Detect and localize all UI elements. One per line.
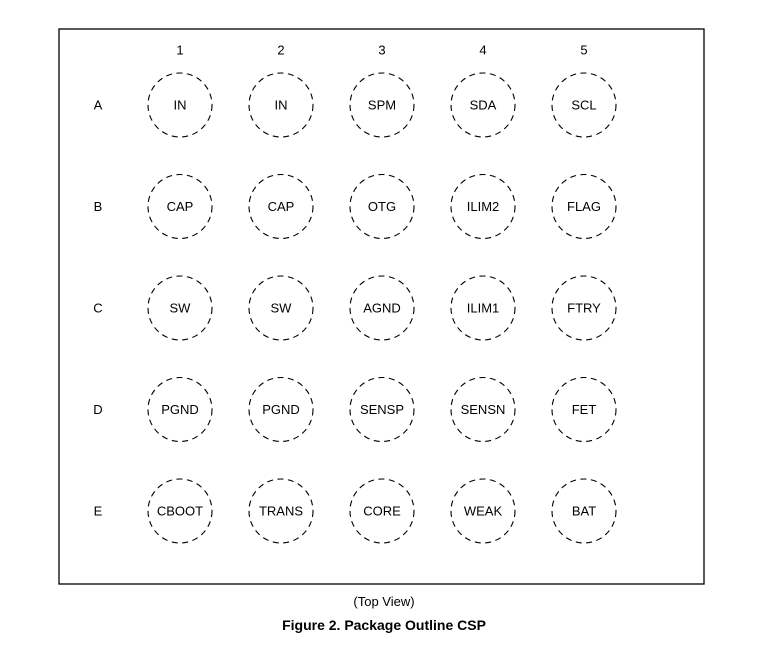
ball-grid (148, 73, 616, 543)
ball-pin-label: ILIM1 (466, 300, 500, 316)
ball-pin-label: PGND (161, 402, 199, 417)
ball-pin-label: CBOOT (156, 503, 204, 519)
ball-pin-label: TRANS (258, 503, 304, 519)
ball-pin-label: SENSP (359, 402, 405, 417)
ball-pin-label: SCL (571, 97, 597, 113)
row-label: B (93, 199, 103, 214)
ball-pin-label: FLAG (567, 199, 601, 214)
ball-D5 (552, 378, 616, 442)
ball-C3 (350, 276, 414, 340)
ball-B3 (350, 175, 414, 239)
ball-pin-label: FTRY (567, 300, 601, 316)
row-label: D (93, 402, 103, 417)
ball-E4 (451, 479, 515, 543)
ball-A5 (552, 73, 616, 137)
ball-D4 (451, 378, 515, 442)
figure-title: Figure 2. Package Outline CSP (282, 617, 486, 633)
row-label: A (93, 97, 103, 113)
ball-C5 (552, 276, 616, 340)
ball-D2 (249, 378, 313, 442)
ball-pin-label: SW (270, 300, 292, 316)
column-label: 5 (580, 42, 588, 58)
ball-pin-label: IN (173, 97, 187, 113)
ball-A2 (249, 73, 313, 137)
ball-E2 (249, 479, 313, 543)
ball-E5 (552, 479, 616, 543)
ball-pin-label: IN (274, 97, 288, 113)
ball-C1 (148, 276, 212, 340)
ball-pin-label: CAP (166, 199, 194, 214)
column-label: 1 (176, 42, 184, 58)
ball-pin-label: CAP (267, 199, 295, 214)
ball-pin-label: SW (169, 300, 191, 316)
ball-E1 (148, 479, 212, 543)
ball-B1 (148, 175, 212, 239)
row-label: C (93, 300, 103, 316)
column-label: 4 (479, 42, 487, 58)
ball-pin-label: SPM (367, 97, 397, 113)
ball-B5 (552, 175, 616, 239)
view-caption: (Top View) (353, 594, 415, 609)
ball-D3 (350, 378, 414, 442)
ball-D1 (148, 378, 212, 442)
column-label: 3 (378, 42, 386, 58)
row-labels (93, 98, 102, 519)
ball-pin-label: AGND (363, 300, 401, 316)
ball-A4 (451, 73, 515, 137)
ball-pin-label: FET (571, 402, 597, 417)
ball-pin-label: PGND (262, 402, 300, 417)
ball-C2 (249, 276, 313, 340)
ball-pin-label: CORE (363, 503, 401, 519)
column-label: 2 (277, 42, 285, 58)
ball-B2 (249, 175, 313, 239)
ball-A1 (148, 73, 212, 137)
ball-E3 (350, 479, 414, 543)
ball-A3 (350, 73, 414, 137)
ball-pin-label: OTG (367, 199, 397, 214)
ball-C4 (451, 276, 515, 340)
ball-pin-label: SENSN (460, 402, 506, 417)
ball-pin-label: ILIM2 (466, 199, 500, 214)
column-labels (176, 43, 587, 58)
ball-pin-label: SDA (469, 97, 497, 113)
ball-pin-label: WEAK (463, 503, 503, 519)
ball-pin-label: BAT (571, 503, 597, 519)
row-label: E (93, 503, 103, 519)
ball-B4 (451, 175, 515, 239)
